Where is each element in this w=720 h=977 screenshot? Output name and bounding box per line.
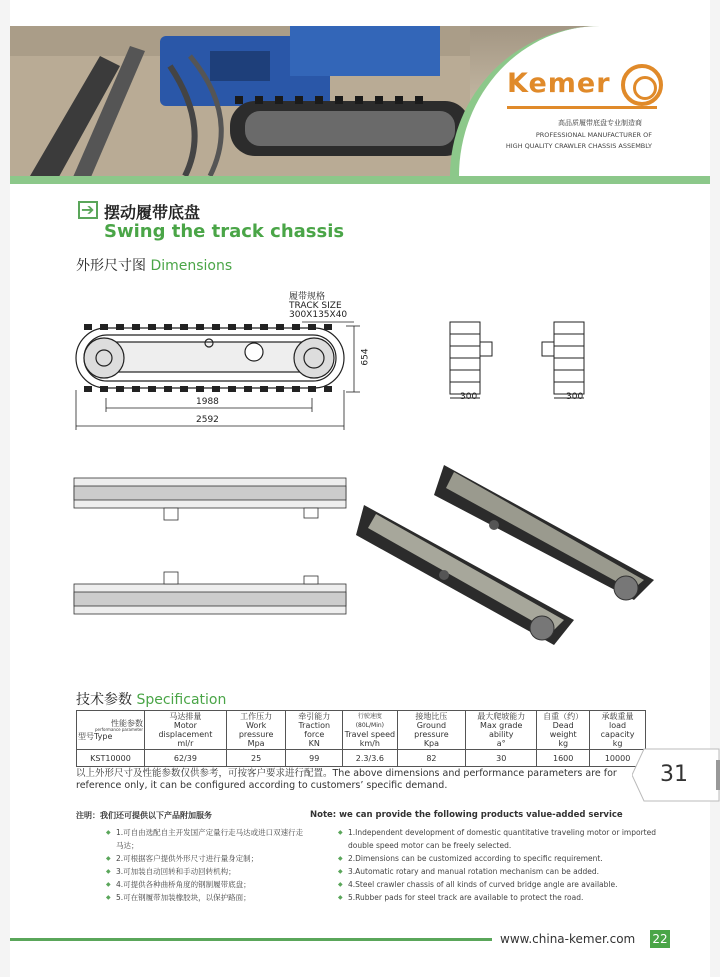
- front-view-left: [450, 322, 492, 398]
- list-item: ◆ 4.可提供各种曲桥角度的钢制履带底盘；: [106, 878, 306, 891]
- value-cell: 2.3/3.6: [343, 750, 398, 767]
- value-cell: 62/39: [145, 750, 227, 767]
- list-item: ◆ 1.Independent development of domestic quantitative traveling motor or imported double speed motor can be freely selected.: [338, 826, 658, 852]
- logo-underline: [507, 106, 657, 109]
- list-item: ◆ 2.可根据客户提供外形尺寸进行量身定制；: [106, 852, 306, 865]
- scroll-indicator: [716, 760, 720, 790]
- technical-drawing: [64, 290, 664, 670]
- catalog-page: [10, 0, 710, 977]
- footer-page-number: 22: [650, 930, 670, 948]
- column-header: 牵引能力 Traction force KN: [286, 711, 343, 750]
- table-row: [77, 750, 646, 767]
- list-item: ◆ 1.可自由选配自主开发国产定量行走马达或进口双速行走马达；: [106, 826, 306, 852]
- specification-heading: 技术参数 Specification: [76, 692, 227, 708]
- column-header: 马达排量 Motor displacement ml/r: [145, 711, 227, 750]
- column-header: 承载重量 load capacity kg: [590, 711, 646, 750]
- width-right-dimension: 300: [566, 392, 584, 402]
- chassis-3d-render: [356, 465, 654, 645]
- list-item: ◆ 3.Automatic rotary and manual rotation mechanism can be added.: [338, 865, 658, 878]
- specification-table: [76, 710, 646, 767]
- services-title-en: Note: we can provide the following products value-added service: [310, 810, 623, 820]
- top-view-track-upper: [74, 478, 346, 520]
- drilling-rig-photo: [10, 26, 470, 184]
- list-item: ◆ 2.Dimensions can be customized according to specific requirement.: [338, 852, 658, 865]
- header-banner: [10, 26, 710, 184]
- kemer-logo: Kemer: [507, 68, 611, 99]
- inner-length-dimension: 1988: [196, 397, 219, 407]
- services-list-en: [338, 826, 658, 904]
- total-length-dimension: 2592: [196, 415, 219, 425]
- footer-url: www.china-kemer.com: [500, 932, 636, 946]
- column-header: 工作压力 Work pressure Mpa: [226, 711, 286, 750]
- value-cell: 25: [226, 750, 286, 767]
- reference-note: 以上外形尺寸及性能参数仅供参考，可按客户要求进行配置。The above dimensions and performance parameters are for reference only, it can be configured according to customers’ specific demand.: [76, 768, 617, 791]
- front-view-right: [542, 322, 584, 398]
- brand-tagline-cn: 高品质履带底盘专业制造商: [558, 119, 642, 127]
- page-tab-number: 31: [660, 762, 688, 787]
- side-view-track: [76, 328, 344, 388]
- column-header: 最大爬坡能力 Max grade ability a°: [466, 711, 537, 750]
- dimensions-heading: 外形尺寸图 Dimensions: [76, 258, 233, 274]
- value-cell: 99: [286, 750, 343, 767]
- table-header-row: [77, 711, 646, 750]
- services-list-cn: [106, 826, 306, 904]
- model-cell: KST10000: [77, 750, 145, 767]
- track-size-label: 履带规格 TRACK SIZE 300X135X40: [289, 292, 348, 320]
- value-cell: 30: [466, 750, 537, 767]
- width-left-dimension: 300: [460, 392, 478, 402]
- height-dimension: 654: [360, 348, 371, 366]
- list-item: ◆ 5.可在钢履带加装橡胶块，以保护路面；: [106, 891, 306, 904]
- arrow-right-icon: ➔: [78, 201, 98, 219]
- value-cell: 10000: [590, 750, 646, 767]
- column-header: 行驶速度(80L/Min) Travel speed km/h: [343, 711, 398, 750]
- value-cell: 1600: [537, 750, 590, 767]
- list-item: ◆ 3.可加装自动回转和手动回转机构；: [106, 865, 306, 878]
- column-header: 接地比压 Ground pressure Kpa: [397, 711, 466, 750]
- footer-divider: [10, 938, 492, 941]
- section-title-en: Swing the track chassis: [104, 221, 345, 242]
- value-cell: 82: [397, 750, 466, 767]
- table-corner-cell: 性能参数 performance parameter 型号Type: [77, 711, 145, 750]
- list-item: ◆ 5.Rubber pads for steel track are available to protect the road.: [338, 891, 658, 904]
- column-header: 自重（约） Dead weight kg: [537, 711, 590, 750]
- brand-tagline-en: PROFESSIONAL MANUFACTURER OF HIGH QUALITY CRAWLER CHASSIS ASSEMBLY: [505, 131, 652, 150]
- services-title-cn: 注明：我们还可提供以下产品附加服务: [76, 811, 212, 820]
- top-view-track-lower: [74, 572, 346, 614]
- brand-panel: [450, 26, 710, 184]
- logo-ring-icon: [621, 64, 663, 106]
- section-title-cn: 摆动履带底盘: [104, 203, 201, 222]
- list-item: ◆ 4.Steel crawler chassis of all kinds of curved bridge angle are available.: [338, 878, 658, 891]
- banner-divider: [10, 176, 710, 184]
